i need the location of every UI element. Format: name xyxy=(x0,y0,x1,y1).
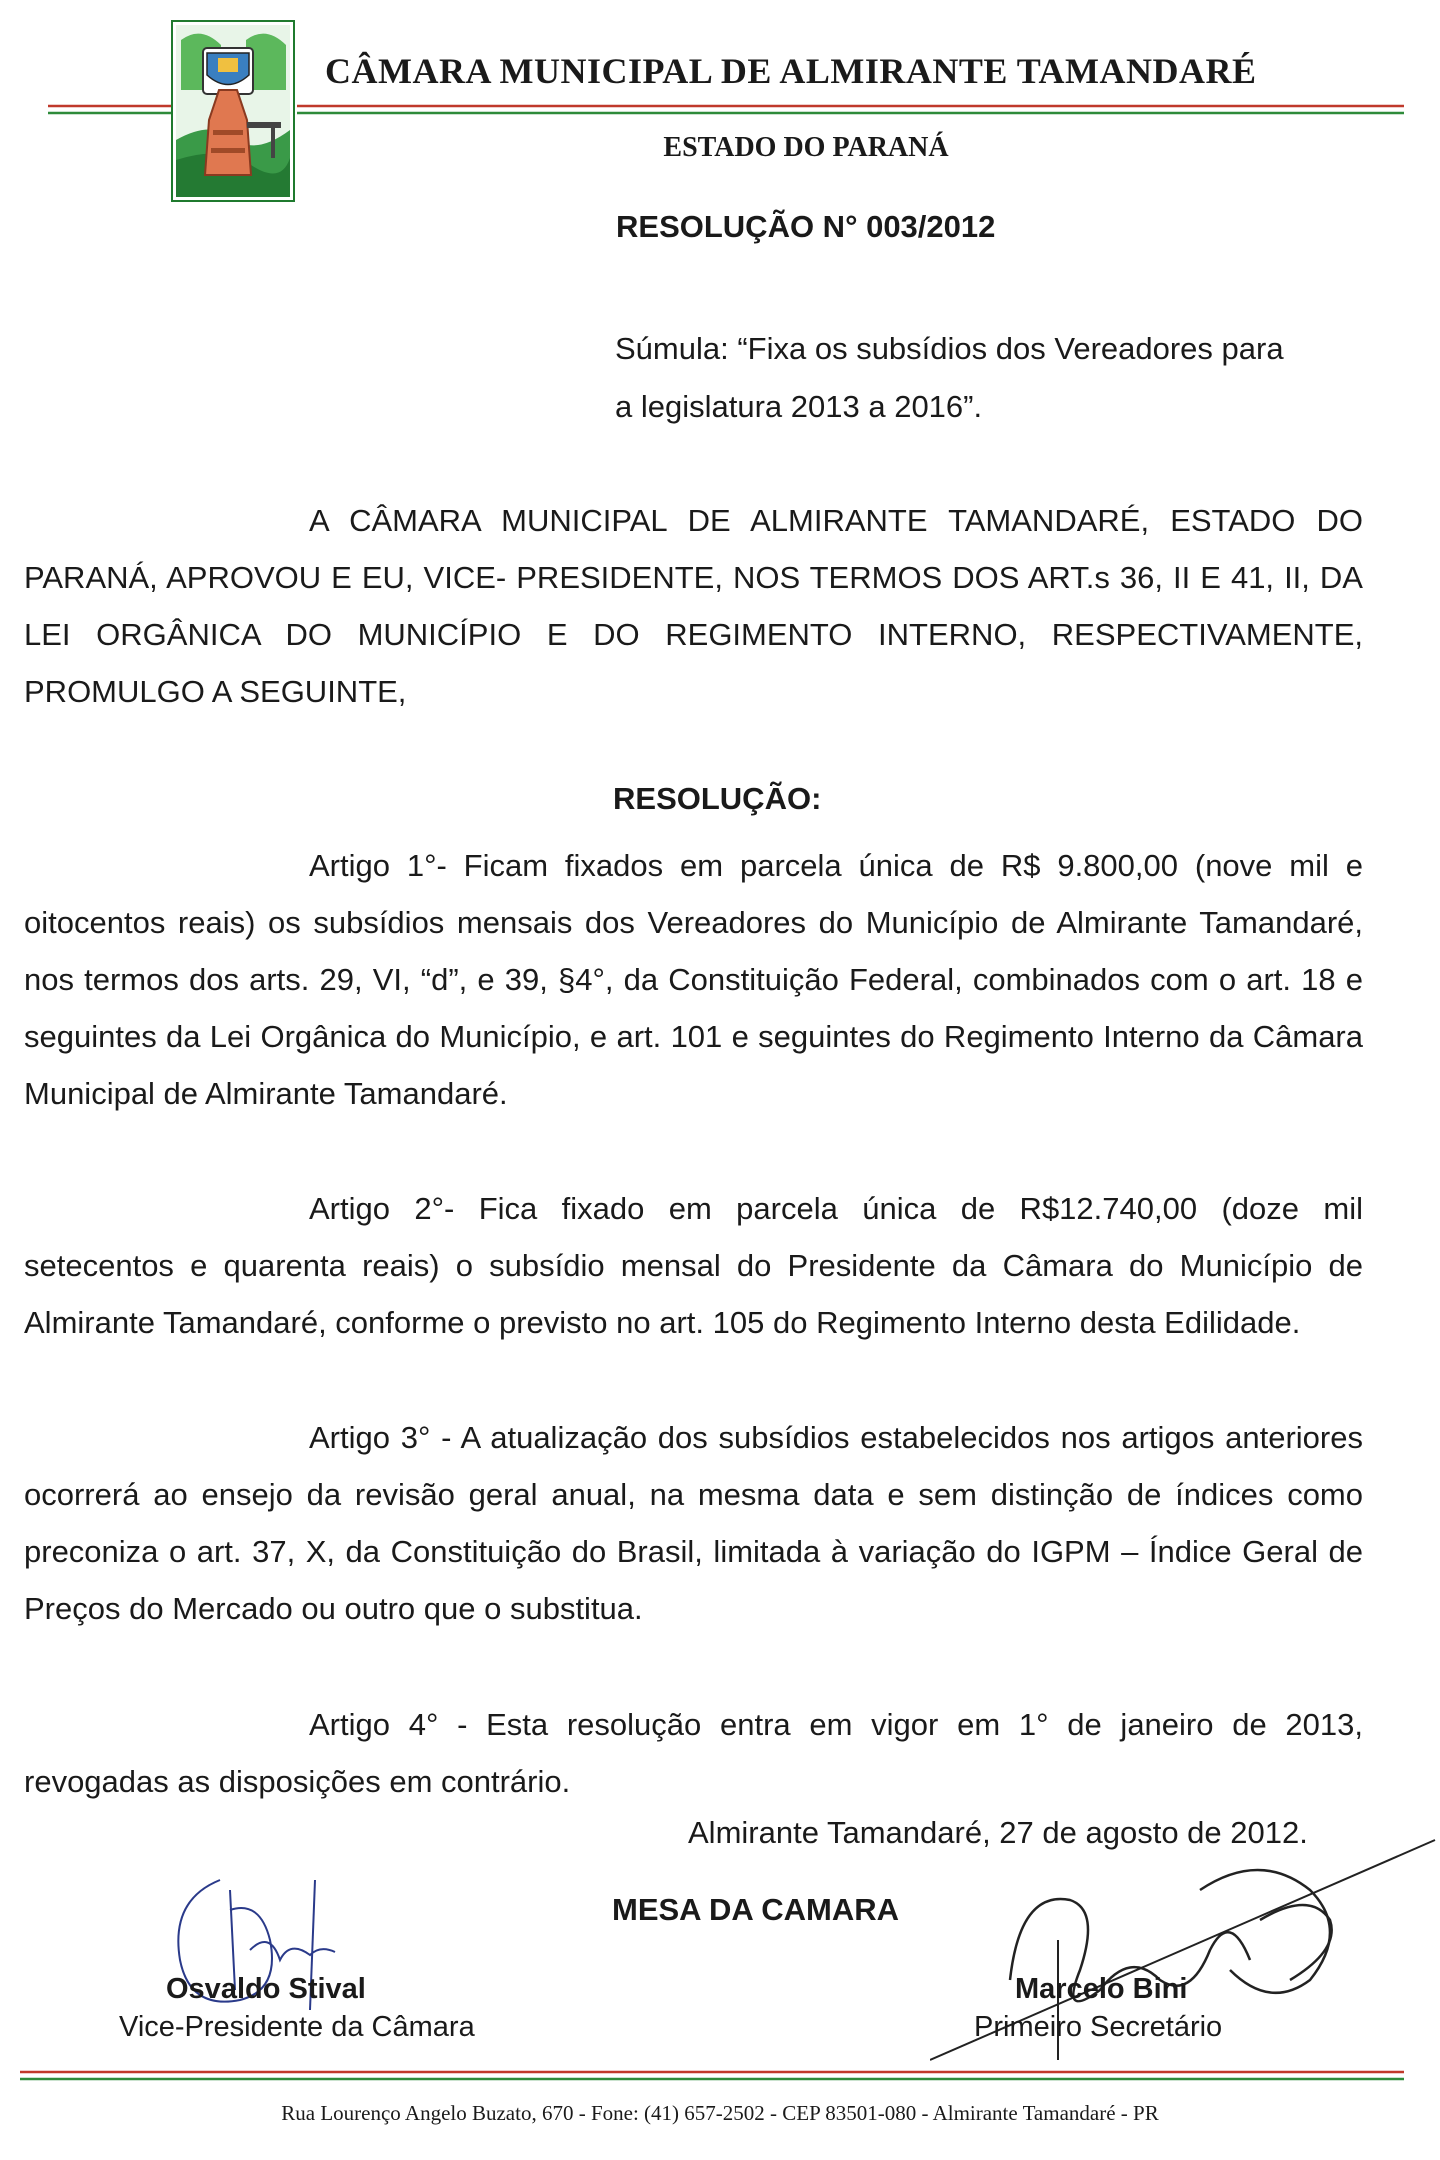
summary-line-2: a legislatura 2013 a 2016”. xyxy=(615,389,983,424)
state-name: ESTADO DO PARANÁ xyxy=(663,132,949,163)
board-heading: MESA DA CAMARA xyxy=(612,1892,900,1927)
article-1: Artigo 1°- Ficam fixados em parcela única de R$ 9.800,00 (nove mil e oitocentos reais) os subsídios mensais dos Vereadores do Município de Almirante Tamandaré, nos termos dos arts. 29, VI, “d”, e 39, §4°, da Constituição Federal, combinados com o art. 18 e seguintes da Lei Orgânica do Município, e art. 101 e seguintes do Regimento Interno da Câmara Municipal de Almirante Tamandaré. xyxy=(24,848,1363,1111)
resolution-heading: RESOLUÇÃO: xyxy=(613,781,822,816)
footer-rule xyxy=(20,2069,1404,2083)
org-name: CÂMARA MUNICIPAL DE ALMIRANTE TAMANDARÉ xyxy=(325,51,1257,91)
article-2: Artigo 2°- Fica fixado em parcela única de R$12.740,00 (doze mil setecentos e quarenta reais) o subsídio mensal do Presidente da Câmara do Município de Almirante Tamandaré, conforme o previsto no art. 105 do Regimento Interno desta Edilidade. xyxy=(24,1191,1363,1340)
preamble: A CÂMARA MUNICIPAL DE ALMIRANTE TAMANDARÉ, ESTADO DO PARANÁ, APROVOU E EU, VICE- PRESIDENTE, NOS TERMOS DOS ART.s 36, II E 41, II, DA LEI ORGÂNICA DO MUNICÍPIO E DO REGIMENTO INTERNO, RESPECTIVAMENTE, PROMULGO A SEGUINTE, xyxy=(24,503,1363,709)
signatory-name-left: Osvaldo Stival xyxy=(166,1973,366,2005)
resolution-title: RESOLUÇÃO N° 003/2012 xyxy=(616,209,996,244)
summary-line-1: Súmula: “Fixa os subsídios dos Vereadores para xyxy=(615,331,1284,366)
place-date: Almirante Tamandaré, 27 de agosto de 2012. xyxy=(688,1815,1308,1850)
header-rule xyxy=(48,100,1404,122)
footer-address: Rua Lourenço Angelo Buzato, 670 - Fone: (41) 657-2502 - CEP 83501-080 - Almirante Tamandaré - PR xyxy=(281,2101,1159,2125)
signatory-name-right: Marcelo Bini xyxy=(1015,1973,1188,2005)
signatory-role-left: Vice-Presidente da Câmara xyxy=(119,2011,475,2043)
article-4: Artigo 4° - Esta resolução entra em vigor em 1° de janeiro de 2013, revogadas as disposições em contrário. xyxy=(24,1707,1363,1799)
article-3: Artigo 3° - A atualização dos subsídios estabelecidos nos artigos anteriores ocorrerá ao ensejo da revisão geral anual, na mesma data e sem distinção de índices como preconiza o art. 37, X, da Constituição do Brasil, limitada à variação do IGPM – Índice Geral de Preços do Mercado ou outro que o substitua. xyxy=(24,1420,1363,1626)
signatory-role-right: Primeiro Secretário xyxy=(974,2011,1223,2043)
